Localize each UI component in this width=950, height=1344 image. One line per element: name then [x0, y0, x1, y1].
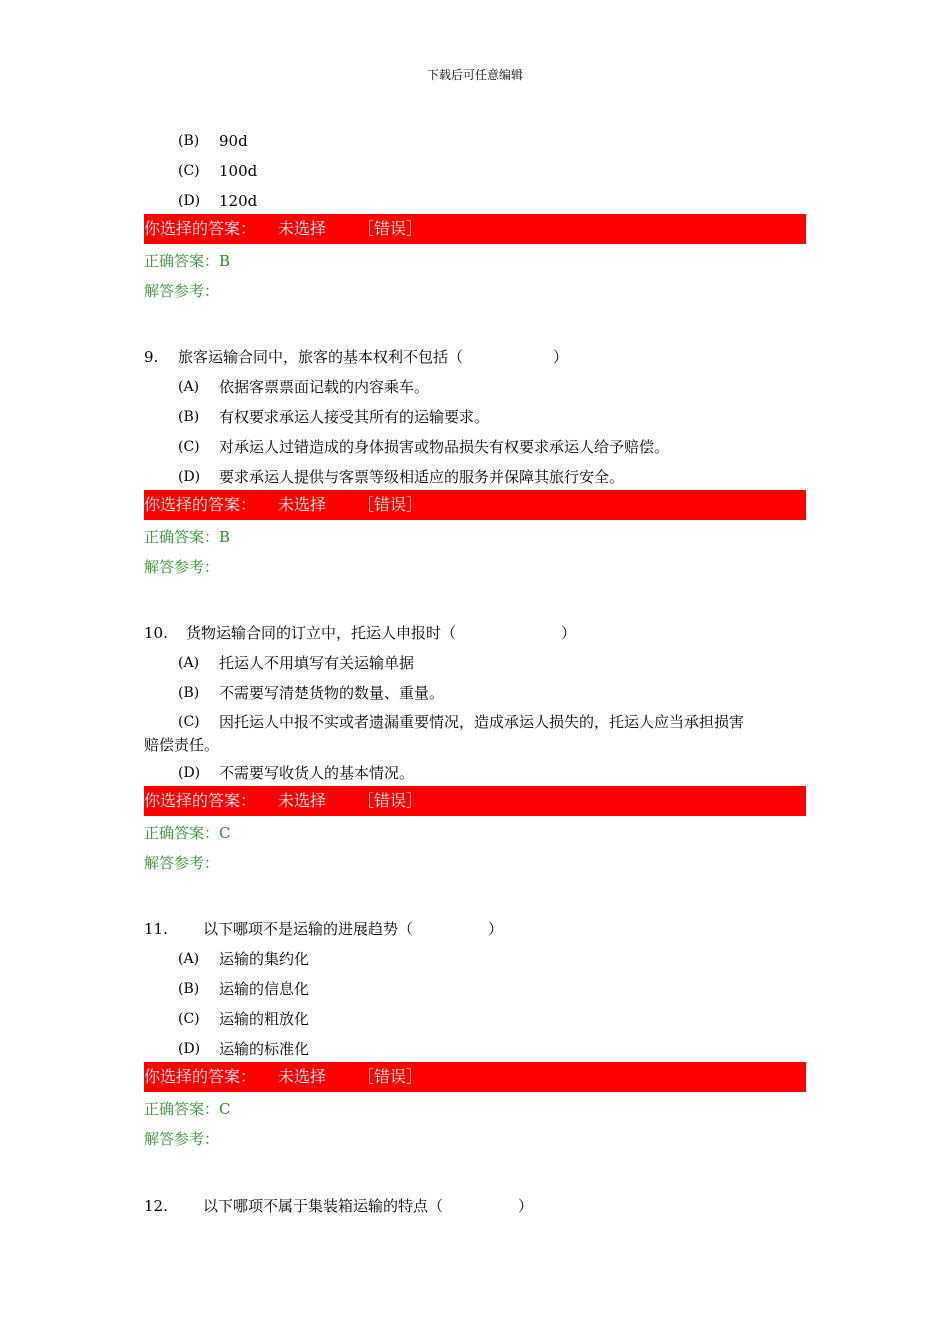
correct-answer-label: 正确答案：	[144, 824, 220, 842]
correct-answer-label: 正确答案：	[144, 1100, 220, 1118]
your-answer-bar	[144, 214, 806, 244]
correct-answer-value: B	[219, 528, 231, 546]
option-text: 不需要写清楚货物的数量、重量。	[219, 684, 445, 702]
answer-reference: 解答参考：	[144, 558, 220, 576]
wrong-tag: ［错误］	[358, 1067, 423, 1086]
wrong-tag: ［错误］	[358, 219, 423, 238]
option-text: 运输的粗放化	[219, 1010, 310, 1028]
option-letter: (A)	[178, 655, 200, 671]
option-letter: (D)	[178, 765, 201, 781]
correct-answer	[144, 1099, 231, 1119]
option-text-continued: 赔偿责任。	[144, 736, 220, 754]
option-letter: (A)	[178, 951, 200, 967]
option-text: 运输的集约化	[219, 950, 310, 968]
option-letter: (B)	[178, 133, 200, 149]
your-answer-bar	[144, 786, 806, 816]
correct-answer-value: C	[219, 1100, 231, 1118]
question-number: 9.	[144, 348, 159, 366]
not-selected-text: 未选择	[278, 791, 327, 810]
not-selected-text: 未选择	[278, 495, 327, 514]
option-text: 90d	[219, 132, 248, 150]
question-number: 10.	[144, 624, 168, 642]
option-letter: (C)	[178, 714, 200, 730]
option-text: 对承运人过错造成的身体损害或物品损失有权要求承运人给予赔偿。	[219, 438, 670, 456]
your-answer-bar	[144, 490, 806, 520]
answer-reference: 解答参考：	[144, 854, 220, 872]
option-text: 100d	[219, 162, 258, 180]
option-letter: (D)	[178, 193, 201, 209]
option-letter: (B)	[178, 685, 200, 701]
correct-answer	[144, 251, 230, 271]
option-text: 依据客票票面记载的内容乘车。	[219, 378, 430, 396]
question-text: 以下哪项不属于集装箱运输的特点（ ）	[203, 1197, 534, 1215]
not-selected-text: 未选择	[278, 219, 327, 238]
wrong-tag: ［错误］	[358, 791, 423, 810]
question-number: 12.	[144, 1197, 168, 1215]
option-text: 要求承运人提供与客票等级相适应的服务并保障其旅行安全。	[219, 468, 625, 486]
question-number: 11.	[144, 920, 168, 938]
option-letter: (C)	[178, 163, 200, 179]
your-answer-label: 你选择的答案：	[144, 1067, 257, 1086]
wrong-tag: ［错误］	[358, 495, 423, 514]
your-answer-label: 你选择的答案：	[144, 791, 257, 810]
question-text: 旅客运输合同中，旅客的基本权利不包括（ ）	[178, 348, 569, 366]
option-letter: (B)	[178, 409, 200, 425]
question-text: 货物运输合同的订立中，托运人申报时（ ）	[186, 624, 577, 642]
option-text: 托运人不用填写有关运输单据	[219, 654, 415, 672]
correct-answer-value: C	[219, 824, 231, 842]
option-text: 运输的信息化	[219, 980, 310, 998]
option-letter: (B)	[178, 981, 200, 997]
option-letter: (D)	[178, 469, 201, 485]
correct-answer-label: 正确答案：	[144, 252, 220, 270]
question-text: 以下哪项不是运输的进展趋势（ ）	[203, 920, 504, 938]
correct-answer-value: B	[219, 252, 231, 270]
option-text: 不需要写收货人的基本情况。	[219, 764, 415, 782]
correct-answer-label: 正确答案：	[144, 528, 220, 546]
option-text: 120d	[219, 192, 258, 210]
option-text: 运输的标准化	[219, 1040, 310, 1058]
option-letter: (D)	[178, 1041, 201, 1057]
option-letter: (A)	[178, 379, 200, 395]
your-answer-label: 你选择的答案：	[144, 219, 257, 238]
correct-answer	[144, 527, 230, 547]
your-answer-label: 你选择的答案：	[144, 495, 257, 514]
option-text: 因托运人中报不实或者遗漏重要情况，造成承运人损失的，托运人应当承担损害	[219, 713, 745, 731]
correct-answer	[144, 823, 231, 843]
option-letter: (C)	[178, 1011, 200, 1027]
option-text: 有权要求承运人接受其所有的运输要求。	[219, 408, 490, 426]
your-answer-bar	[144, 1062, 806, 1092]
option-letter: (C)	[178, 439, 200, 455]
page-header: 下载后可任意编辑	[426, 68, 523, 82]
not-selected-text: 未选择	[278, 1067, 327, 1086]
answer-reference: 解答参考：	[144, 282, 220, 300]
answer-reference: 解答参考：	[144, 1130, 220, 1148]
